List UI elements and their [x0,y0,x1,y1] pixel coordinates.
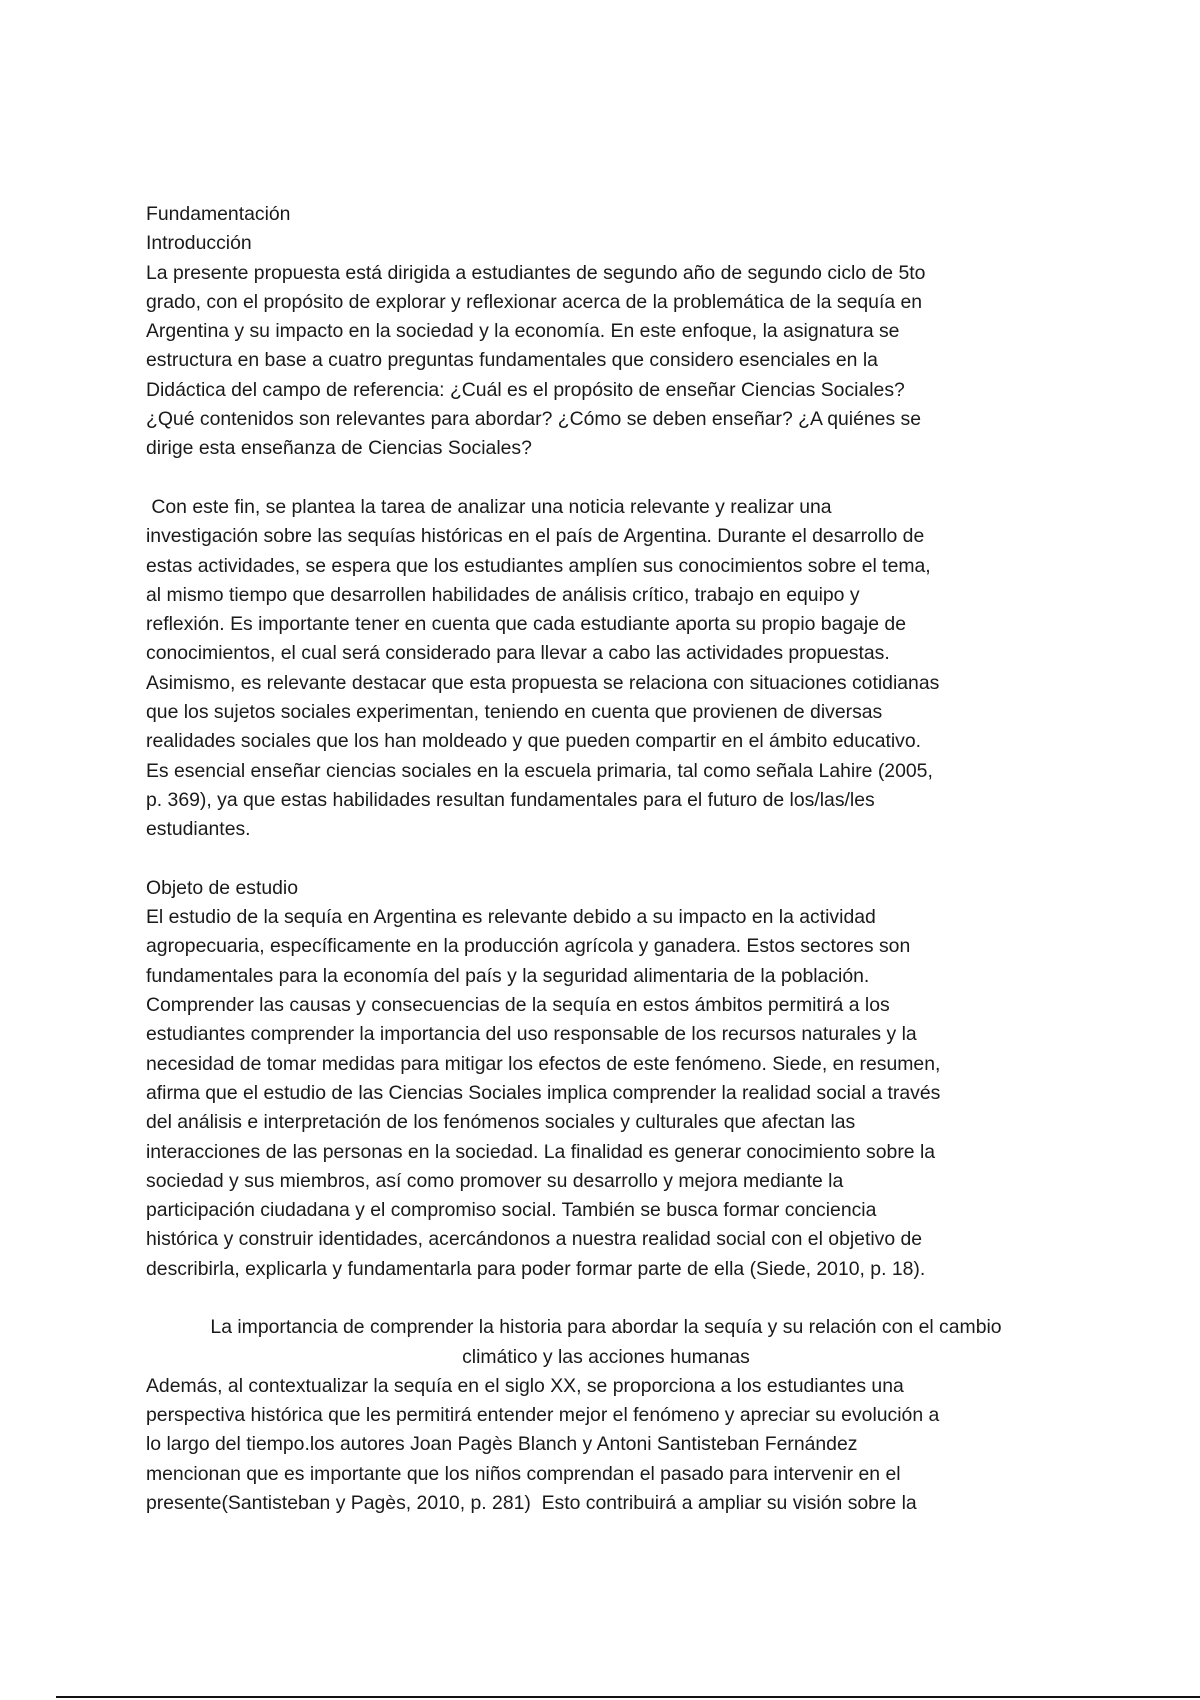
text-line: histórica y construir identidades, acercándonos a nuestra realidad social con el objetivo de [146,1228,923,1251]
text-line: sociedad y sus miembros, así como promover su desarrollo y mejora mediante la [146,1169,844,1192]
document-title: Fundamentación [146,203,291,225]
text-line: reflexión. Es importante tener en cuenta que cada estudiante aporta su propio bagaje de [146,613,906,636]
text-line: que los sujetos sociales experimentan, teniendo en cuenta que provienen de diversas [146,701,883,724]
paragraph-gap [146,1284,1066,1313]
text-line: conocimientos, el cual será considerado para llevar a cabo las actividades propuestas. [146,642,890,665]
text-line: investigación sobre las sequías históricas en el país de Argentina. Durante el desarrollo de [146,525,925,548]
intro-heading: Introducción [146,232,252,255]
paragraph-gap [146,464,1066,493]
text-line: afirma que el estudio de las Ciencias Sociales implica comprender la realidad social a través [146,1081,941,1104]
text-line: mencionan que es importante que los niños comprendan el pasado para intervenir en el [146,1462,901,1485]
intro-paragraph-2 [146,493,1066,845]
page-bottom-divider [56,1696,1200,1698]
text-line: Asimismo, es relevante destacar que esta propuesta se relaciona con situaciones cotidianas [146,671,940,694]
object-of-study-heading: Objeto de estudio [146,876,299,899]
text-line: Didáctica del campo de referencia: ¿Cuál es el propósito de enseñar Ciencias Sociales? [146,378,905,401]
history-heading-line-1: La importancia de comprender la historia para abordar la sequía y su relación con el cambio [210,1316,1002,1339]
paragraph-gap [146,845,1066,874]
text-line: Comprender las causas y consecuencias de la sequía en estos ámbitos permitirá a los [146,994,890,1017]
text-line: ¿Qué contenidos son relevantes para abordar? ¿Cómo se deben enseñar? ¿A quiénes se [146,408,922,431]
document-page [146,200,1066,1518]
text-line: Es esencial enseñar ciencias sociales en la escuela primaria, tal como señala Lahire (2005, [146,759,933,782]
text-line: presente(Santisteban y Pagès, 2010, p. 281) Esto contribuirá a ampliar su visión sobre la [146,1492,917,1515]
text-line: agropecuaria, específicamente en la producción agrícola y ganadera. Estos sectores son [146,935,911,958]
text-line: al mismo tiempo que desarrollen habilidades de análisis crítico, trabajo en equipo y [146,583,860,606]
text-line: La presente propuesta está dirigida a estudiantes de segundo año de segundo ciclo de 5to [146,261,926,284]
text-line: El estudio de la sequía en Argentina es relevante debido a su impacto en la actividad [146,906,876,929]
text-line: interacciones de las personas en la sociedad. La finalidad es generar conocimiento sobre la [146,1140,936,1163]
text-line: estudiantes. [146,818,251,841]
text-line: lo largo del tiempo.los autores Joan Pagès Blanch y Antoni Santisteban Fernández [146,1433,858,1456]
text-line: estudiantes comprender la importancia del uso responsable de los recursos naturales y la [146,1023,917,1046]
history-heading-line-2: climático y las acciones humanas [462,1345,750,1368]
text-line: Argentina y su impacto en la sociedad y la economía. En este enfoque, la asignatura se [146,320,900,343]
text-line: Con este fin, se plantea la tarea de analizar una noticia relevante y realizar una [146,495,832,518]
text-line: dirige esta enseñanza de Ciencias Sociales? [146,437,532,460]
text-line: describirla, explicarla y fundamentarla para poder formar parte de ella (Siede, 2010, p. 18). [146,1257,926,1280]
text-line: estas actividades, se espera que los estudiantes amplíen sus conocimientos sobre el tema, [146,554,931,577]
text-line: realidades sociales que los han moldeado y que pueden compartir en el ámbito educativo. [146,730,922,753]
text-line: necesidad de tomar medidas para mitigar los efectos de este fenómeno. Siede, en resumen, [146,1052,941,1075]
history-paragraph [146,1372,1066,1518]
text-line: Además, al contextualizar la sequía en el siglo XX, se proporciona a los estudiantes una [146,1374,904,1397]
text-line: fundamentales para la economía del país y la seguridad alimentaria de la población. [146,964,870,987]
text-line: grado, con el propósito de explorar y reflexionar acerca de la problemática de la sequía en [146,290,923,313]
text-line: del análisis e interpretación de los fenómenos sociales y culturales que afectan las [146,1111,856,1134]
text-line: p. 369), ya que estas habilidades resultan fundamentales para el futuro de los/las/les [146,788,875,811]
intro-paragraph-1 [146,259,1066,464]
text-line: participación ciudadana y el compromiso social. También se busca formar conciencia [146,1199,877,1222]
text-line: perspectiva histórica que les permitirá entender mejor el fenómeno y apreciar su evolución a [146,1404,940,1427]
text-line: estructura en base a cuatro preguntas fundamentales que considero esenciales en la [146,349,878,372]
object-of-study-paragraph [146,903,1066,1284]
